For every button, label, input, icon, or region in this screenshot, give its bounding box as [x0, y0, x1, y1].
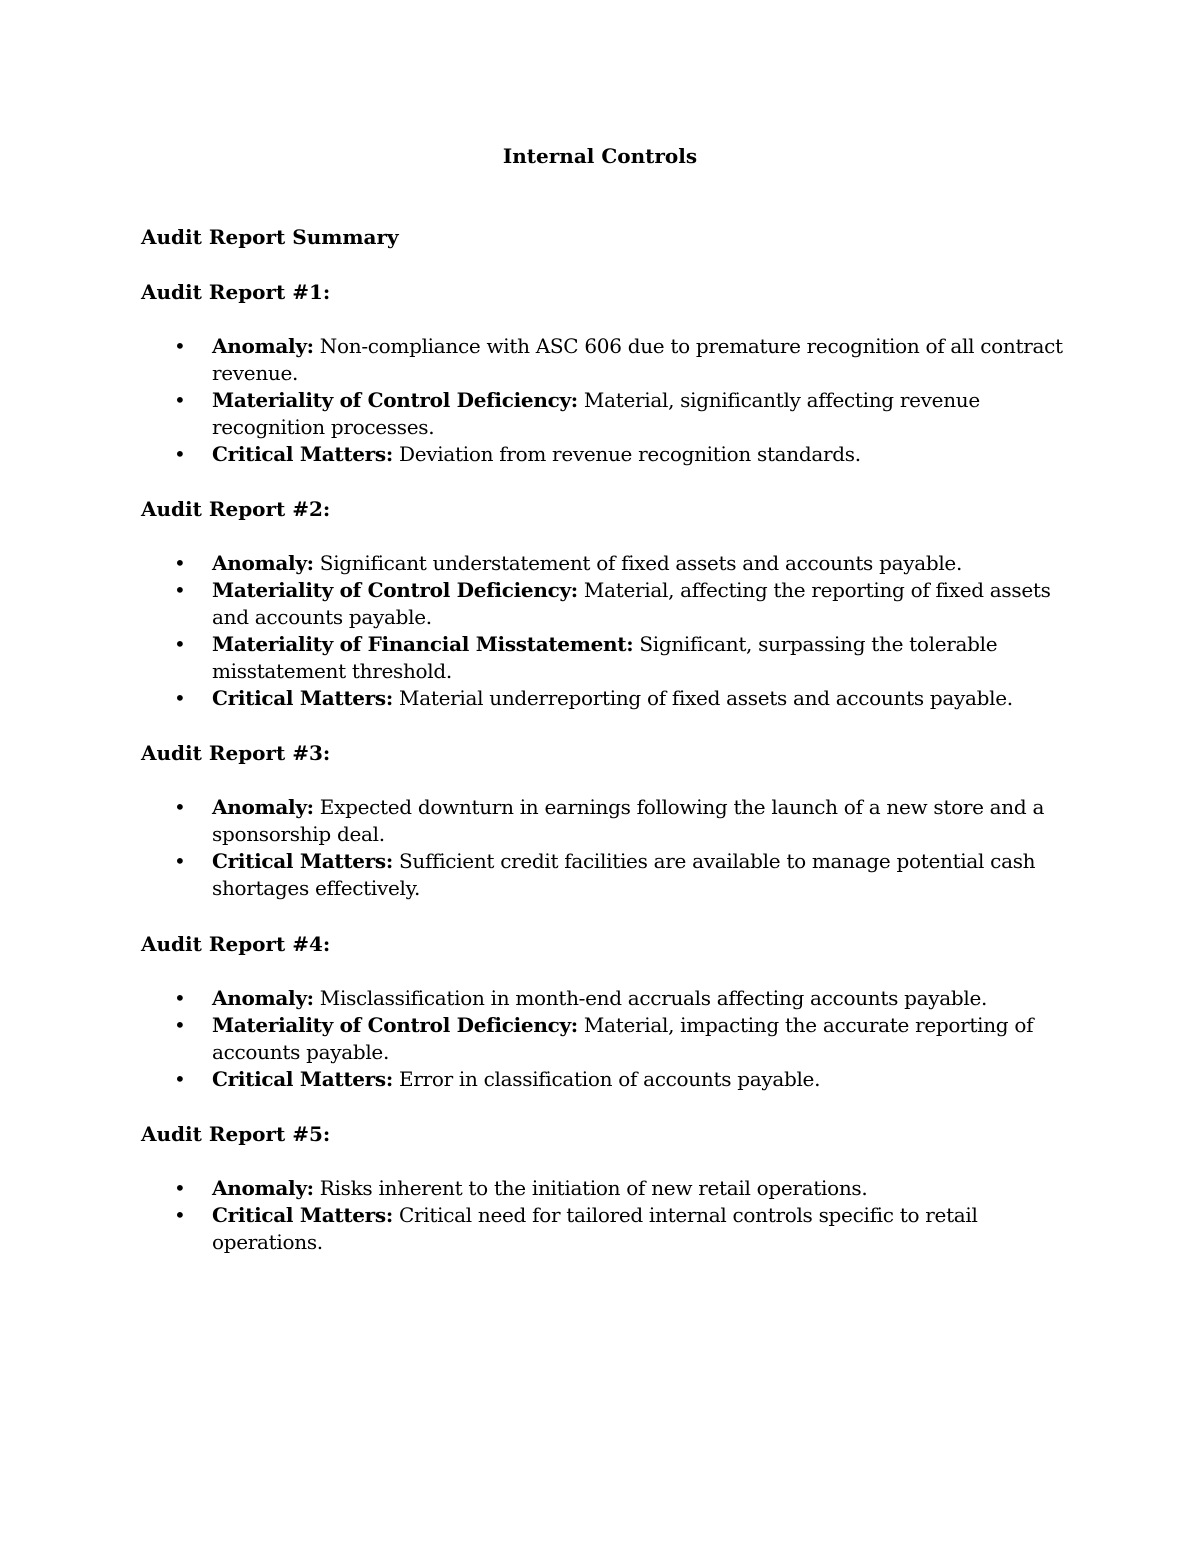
item-label: Anomaly: — [212, 1176, 314, 1200]
item-text: Material, impacting the accurate reporting of accounts payable. — [212, 1013, 1034, 1064]
audit-report-2 — [141, 495, 1071, 712]
list-item — [141, 1012, 1071, 1066]
item-label: Materiality of Control Deficiency: — [212, 1013, 578, 1037]
item-label: Critical Matters: — [212, 442, 393, 466]
report-items — [141, 550, 1071, 712]
item-text: Significant, surpassing the tolerable misstatement threshold. — [212, 632, 998, 683]
item-text: Material, affecting the reporting of fixed assets and accounts payable. — [212, 578, 1051, 629]
item-text: Misclassification in month-end accruals affecting accounts payable. — [313, 986, 988, 1010]
bullet-icon: • — [174, 795, 186, 819]
report-heading: Audit Report #4: — [141, 932, 331, 956]
bullet-icon: • — [174, 986, 186, 1010]
item-label: Critical Matters: — [212, 849, 393, 873]
item-label: Anomaly: — [212, 551, 314, 575]
list-item — [141, 550, 1071, 577]
list-item — [141, 1175, 1071, 1202]
bullet-icon: • — [174, 1013, 186, 1037]
bullet-icon: • — [174, 442, 186, 466]
report-heading: Audit Report #1: — [141, 280, 331, 304]
bullet-icon: • — [174, 1176, 186, 1200]
item-text: Risks inherent to the initiation of new retail operations. — [313, 1176, 868, 1200]
bullet-icon: • — [174, 551, 186, 575]
item-text: Error in classification of accounts payable. — [392, 1067, 821, 1091]
list-item — [141, 848, 1071, 902]
item-text: Expected downturn in earnings following the launch of a new store and a sponsorship deal. — [212, 795, 1045, 846]
report-items — [141, 1175, 1071, 1256]
item-label: Materiality of Control Deficiency: — [212, 578, 578, 602]
bullet-icon: • — [174, 578, 186, 602]
audit-report-3 — [141, 739, 1071, 902]
item-text: Non-compliance with ASC 606 due to premature recognition of all contract revenue. — [212, 334, 1063, 385]
item-label: Materiality of Financial Misstatement: — [212, 632, 634, 656]
item-label: Critical Matters: — [212, 1203, 393, 1227]
item-text: Sufficient credit facilities are available to manage potential cash shortages effectively. — [212, 849, 1036, 900]
list-item — [141, 441, 1071, 468]
item-text: Deviation from revenue recognition standards. — [392, 442, 861, 466]
audit-report-1 — [141, 278, 1071, 468]
item-text: Significant understatement of fixed assets and accounts payable. — [313, 551, 963, 575]
report-items — [141, 333, 1071, 468]
item-label: Anomaly: — [212, 795, 314, 819]
bullet-icon: • — [174, 632, 186, 656]
report-items — [141, 794, 1071, 902]
list-item — [141, 685, 1071, 712]
list-item — [141, 794, 1071, 848]
audit-report-4 — [141, 930, 1071, 1093]
report-heading: Audit Report #3: — [141, 741, 331, 765]
bullet-icon: • — [174, 334, 186, 358]
item-text: Material underreporting of fixed assets and accounts payable. — [392, 686, 1013, 710]
bullet-icon: • — [174, 849, 186, 873]
report-heading: Audit Report #5: — [141, 1122, 331, 1146]
item-label: Critical Matters: — [212, 1067, 393, 1091]
list-item — [141, 577, 1071, 631]
list-item — [141, 387, 1071, 441]
item-text: Critical need for tailored internal controls specific to retail operations. — [212, 1203, 978, 1254]
item-label: Anomaly: — [212, 986, 314, 1010]
audit-report-5 — [141, 1120, 1071, 1256]
list-item — [141, 333, 1071, 387]
list-item — [141, 1202, 1071, 1256]
list-item — [141, 1066, 1071, 1093]
document-title: Internal Controls — [502, 144, 698, 168]
bullet-icon: • — [174, 1067, 186, 1091]
summary-heading: Audit Report Summary — [141, 225, 399, 249]
bullet-icon: • — [174, 1203, 186, 1227]
report-items — [141, 985, 1071, 1093]
item-label: Anomaly: — [212, 334, 314, 358]
list-item — [141, 985, 1071, 1012]
item-label: Materiality of Control Deficiency: — [212, 388, 578, 412]
bullet-icon: • — [174, 388, 186, 412]
report-heading: Audit Report #2: — [141, 497, 331, 521]
item-label: Critical Matters: — [212, 686, 393, 710]
list-item — [141, 631, 1071, 685]
bullet-icon: • — [174, 686, 186, 710]
item-text: Material, significantly affecting revenue recognition processes. — [212, 388, 980, 439]
